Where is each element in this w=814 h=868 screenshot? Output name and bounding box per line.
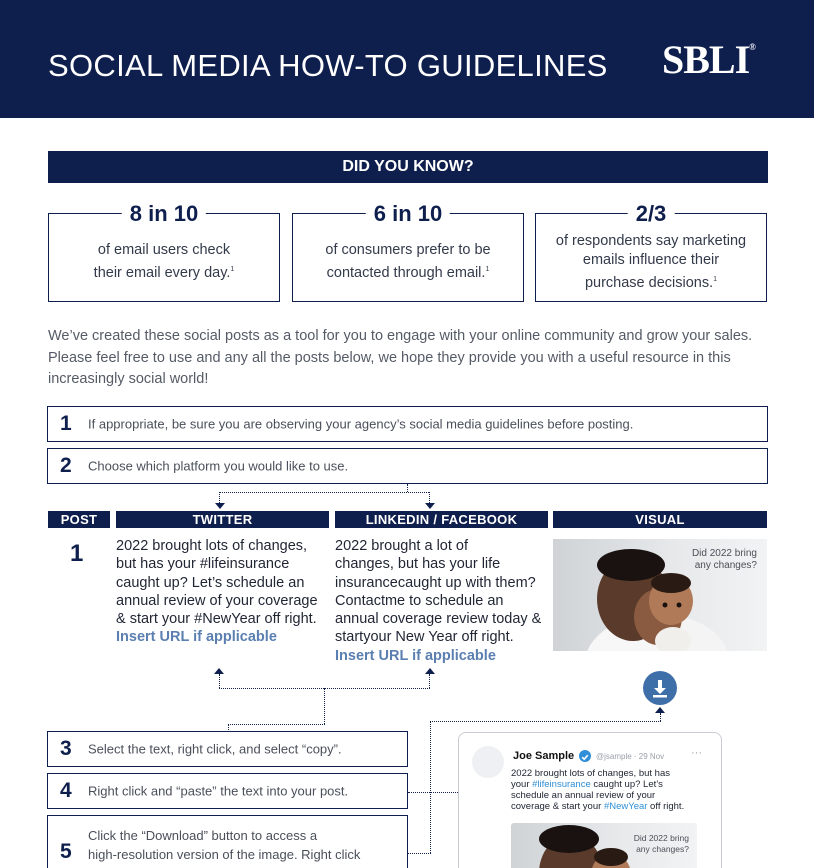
step-number: 5 [60, 840, 72, 863]
download-button[interactable] [643, 671, 677, 705]
post-line: Contactme to schedule an [335, 592, 504, 609]
post-number: 1 [70, 540, 84, 567]
post-line: annual coverage review today & [335, 611, 542, 628]
step-text: Choose which platform you would like to use. [88, 458, 349, 474]
stat-description [57, 241, 271, 283]
post-line: but has your #lifeinsurance [116, 556, 290, 573]
sbli-logo [662, 36, 756, 83]
post-line: 2022 brought lots of changes, [116, 538, 308, 554]
post-line: annual review of your coverage [116, 592, 318, 609]
post-line: & start your #NewYear off right. [116, 611, 317, 628]
connector-line [324, 688, 325, 724]
post-line: insurancecaught up with them? [335, 574, 536, 591]
connector-line [429, 674, 430, 688]
tweet-preview-card [458, 732, 722, 868]
post-line: startyour New Year off right. [335, 629, 514, 646]
step-1-box [47, 406, 768, 442]
caption-line: Did 2022 bring [633, 833, 689, 843]
step-number: 1 [60, 412, 72, 435]
linkedin-post-copy[interactable] [335, 537, 550, 665]
arrow-up-icon [425, 668, 435, 674]
step-4-box [47, 773, 408, 809]
step-number: 4 [60, 779, 72, 802]
step-number: 2 [60, 454, 72, 477]
tweet-line: schedule an annual review of your [511, 790, 656, 801]
footnote-marker: 1 [485, 266, 490, 273]
tweet-line: off right. [647, 801, 685, 812]
connector-line [407, 484, 408, 492]
tweet-image-caption [611, 833, 689, 855]
hashtag[interactable]: #NewYear [603, 801, 648, 812]
connector-line [430, 721, 431, 853]
verified-check-icon [579, 750, 591, 762]
stat-line: emails influence their [582, 252, 720, 268]
twitter-post-copy[interactable] [116, 537, 331, 647]
avatar [472, 746, 504, 778]
caption-line: any changes? [694, 560, 757, 571]
step-line: high-resolution version of the image. Right click [88, 847, 361, 862]
caption-line: any changes? [636, 844, 689, 854]
intro-line: We’ve created these social posts as a tool for you to engage with your online community and grow your sales. [48, 328, 753, 344]
visual-caption [679, 548, 757, 572]
step-number: 3 [60, 737, 72, 760]
arrow-down-icon [425, 503, 435, 509]
intro-line: increasingly social world! [48, 371, 209, 387]
footnote-marker: 1 [713, 276, 718, 283]
tweet-line: coverage & start your [511, 801, 604, 812]
connector-line [219, 492, 429, 493]
stat-box-email-preference [292, 201, 524, 302]
logo-text: SBLI [662, 37, 750, 82]
stat-description [301, 241, 515, 283]
column-header-linkedin-facebook: LINKEDIN / FACEBOOK [335, 511, 548, 528]
column-header-twitter: TWITTER [116, 511, 329, 528]
connector-line [219, 674, 220, 688]
footnote-marker: 1 [230, 266, 235, 273]
tweet-line: 2022 brought lots of changes, but has [511, 768, 670, 779]
stat-figure: 6 in 10 [366, 201, 450, 227]
more-options-icon[interactable]: ··· [691, 747, 702, 759]
post-line: changes, but has your life [335, 556, 501, 573]
hashtag[interactable]: #lifeinsurance [532, 779, 591, 790]
tweet-line: caught up? Let’s [590, 779, 663, 790]
post-line: 2022 brought a lot of [335, 538, 469, 554]
page-title: SOCIAL MEDIA HOW-TO GUIDELINES [48, 48, 608, 83]
intro-line: Please feel free to use and any all the posts below, we hope they provide you with a useful resource in this [48, 349, 731, 366]
stat-line: of consumers prefer to be [325, 242, 491, 258]
arrow-down-icon [215, 503, 225, 509]
post-visual-image [553, 539, 767, 651]
tweet-image [511, 823, 697, 868]
caption-line: Did 2022 bring [691, 548, 757, 559]
step-3-box [47, 731, 408, 767]
linkedin-insert-url-link[interactable]: Insert URL if applicable [335, 647, 496, 664]
tweet-handle-date: @jsample · 29 Nov [596, 752, 665, 761]
connector-line [228, 724, 325, 725]
column-header-post: POST [48, 511, 110, 528]
step-5-box [47, 815, 408, 868]
stat-box-marketing-influence [535, 201, 767, 302]
step-text: Select the text, right click, and select “copy”. [88, 741, 342, 757]
stat-line: their email every day. [93, 264, 231, 281]
stat-line: purchase decisions. [584, 274, 714, 291]
registered-mark: ® [749, 42, 756, 52]
stat-line: of email users check [97, 242, 231, 258]
column-header-visual: VISUAL [553, 511, 767, 528]
stat-description [544, 232, 758, 293]
page-header [0, 0, 814, 118]
stat-line: of respondents say marketing [555, 233, 747, 249]
stat-box-email-check [48, 201, 280, 302]
step-text [88, 826, 360, 864]
tweet-body [511, 768, 711, 812]
stat-figure: 2/3 [628, 201, 675, 227]
step-text: Right click and “paste” the text into your post. [88, 783, 349, 799]
connector-line [408, 853, 431, 854]
post-line: caught up? Let’s schedule an [116, 574, 305, 591]
tweet-author-name: Joe Sample [513, 750, 575, 762]
stat-figure: 8 in 10 [122, 201, 206, 227]
step-text: If appropriate, be sure you are observing your agency’s social media guidelines before posting. [88, 416, 634, 432]
intro-paragraph [48, 326, 768, 391]
connector-line [430, 721, 661, 722]
twitter-insert-url-link[interactable]: Insert URL if applicable [116, 629, 277, 646]
step-2-box [47, 448, 768, 484]
did-you-know-banner: DID YOU KNOW? [48, 151, 768, 183]
download-icon [643, 671, 677, 705]
stat-line: contacted through email. [326, 264, 486, 281]
connector-line [660, 713, 661, 721]
step-line: Click the “Download” button to access a [88, 828, 318, 843]
tweet-line: your [511, 779, 533, 790]
